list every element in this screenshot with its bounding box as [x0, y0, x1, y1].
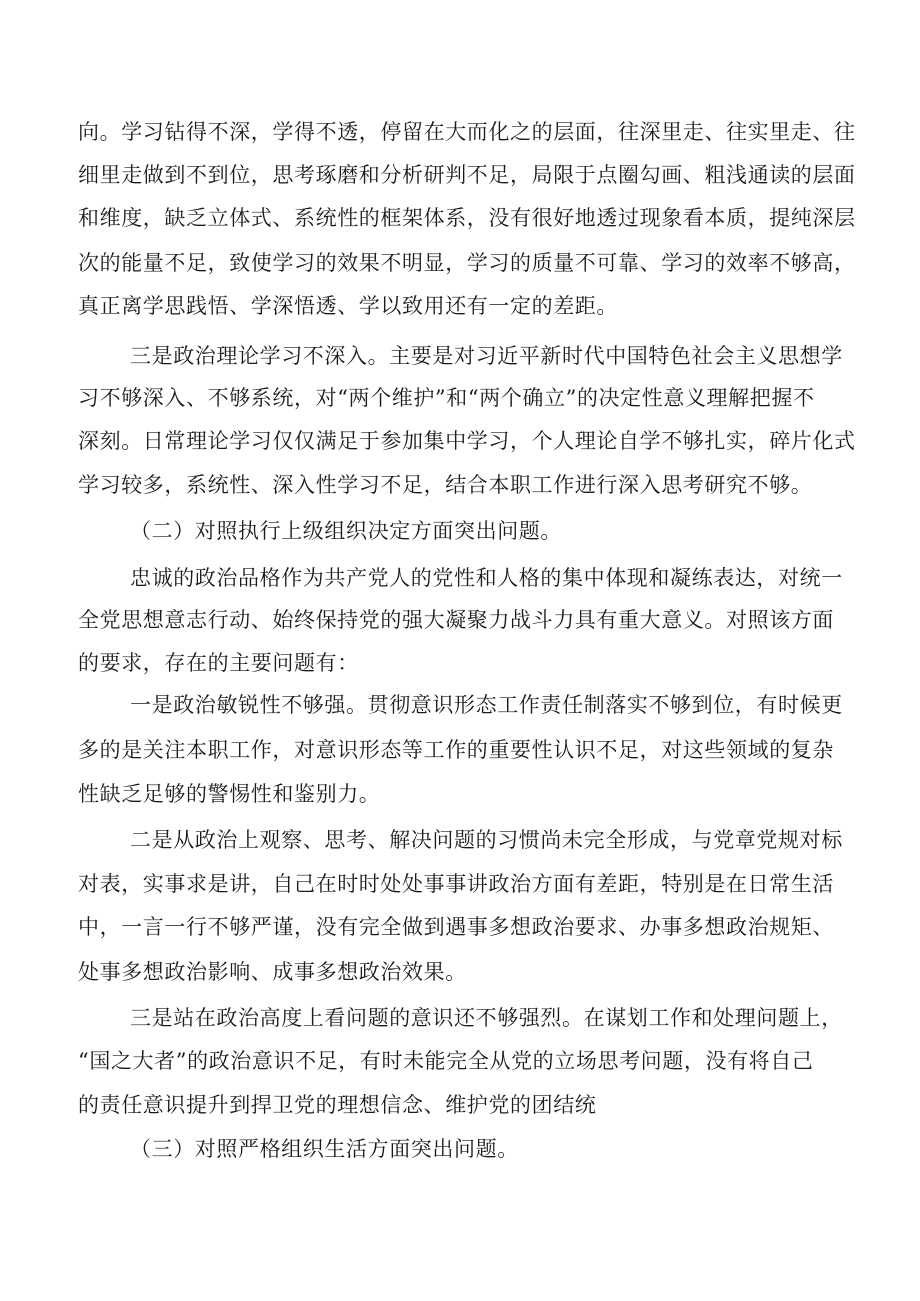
- text-line: 性缺乏足够的警惕性和鉴别力。: [78, 782, 381, 806]
- text-line: 向。学习钻得不深，学得不透，停留在大而化之的层面，往深里走、往实里走、往: [78, 120, 856, 144]
- section-heading: （二）对照执行上级组织决定方面突出问题。: [130, 519, 562, 543]
- text-line: 真正离学思践悟、学深悟透、学以致用还有一定的差距。: [78, 294, 618, 318]
- text-line: 的责任意识提升到捍卫党的理想信念、维护党的团结统: [78, 1093, 597, 1117]
- text-line: 学习较多，系统性、深入性学习不足，结合本职工作进行深入思考研究不够。: [78, 473, 813, 497]
- paragraph-start: 二是从政治上观察、思考、解决问题的习惯尚未完全形成，与党章党规对标: [130, 828, 843, 852]
- paragraph-start: 三是政治理论学习不深入。主要是对习近平新时代中国特色社会主义思想学: [130, 344, 843, 368]
- text-line: 中，一言一行不够严谨，没有完全做到遇事多想政治要求、办事多想政治规矩、: [78, 915, 834, 939]
- text-line: 细里走做到不到位，思考琢磨和分析研判不足，局限于点圈勾画、粗浅通读的层面: [78, 163, 856, 187]
- text-line: 的要求，存在的主要问题有：: [78, 651, 359, 675]
- text-line: 全党思想意志行动、始终保持党的强大凝聚力战斗力具有重大意义。对照该方面: [78, 608, 834, 632]
- text-line: 和维度，缺乏立体式、系统性的框架体系，没有很好地透过现象看本质，提纯深层: [78, 206, 856, 230]
- text-line: 对表，实事求是讲，自己在时时处处事事讲政治方面有差距，特别是在日常生活: [78, 872, 834, 896]
- section-heading: （三）对照严格组织生活方面突出问题。: [130, 1137, 519, 1161]
- text-line: 习不够深入、不够系统，对“两个维护”和“两个确立”的决定性意义理解把握不: [78, 386, 815, 410]
- text-line: 多的是关注本职工作，对意识形态等工作的重要性认识不足，对这些领域的复杂: [78, 738, 834, 762]
- paragraph-start: 一是政治敏锐性不够强。贯彻意识形态工作责任制落实不够到位，有时候更: [130, 693, 843, 717]
- paragraph-start: 忠诚的政治品格作为共产党人的党性和人格的集中体现和凝练表达，对统一: [130, 566, 843, 590]
- text-line: 深刻。日常理论学习仅仅满足于参加集中学习，个人理论自学不够扎实，碎片化式: [78, 429, 856, 453]
- text-line: “国之大者”的政治意识不足，有时未能完全从党的立场思考问题，没有将自己: [78, 1049, 814, 1073]
- text-line: 次的能量不足，致使学习的效果不明显，学习的质量不可靠、学习的效率不够高，: [78, 251, 856, 275]
- paragraph-start: 三是站在政治高度上看问题的意识还不够强烈。在谋划工作和处理问题上，: [130, 1006, 843, 1030]
- text-line: 处事多想政治影响、成事多想政治效果。: [78, 960, 467, 984]
